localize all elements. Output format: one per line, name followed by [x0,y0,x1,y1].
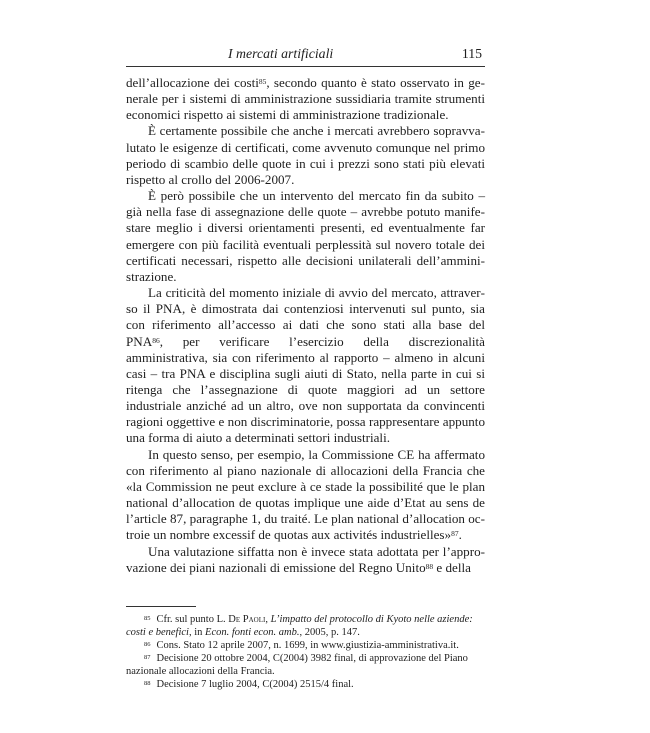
footnotes [126,613,485,691]
footnote-reference[interactable]: 88 [425,561,434,571]
page-number: 115 [461,46,482,61]
footnote-number: 87 [144,653,151,661]
footnote [126,652,485,678]
footnote-number: 88 [144,679,151,687]
paragraph-text: È però possibile che un intervento del mercato fin da subito – già nella fase di assegnazione delle quote – avrebbe potuto manifestare meglio i diversi orientamenti presenti, ed eventualmente far emergere con più facilità eventuali perplessità sul novero totale dei certificati necessari, rispetto alle decisioni unilaterali dell’amministrazione. [126,188,485,284]
paragraph [126,447,485,544]
paragraph-text: , per verificare l’esercizio della discrezionalità amministrativa, sia con riferimento al rapporto – almeno in alcuni casi – tra PNA e disciplina sugli aiuti di Stato, nella parte in cui si ritenga che l’assegnazione di quote maggiori ad un settore industriale anziché ad un altro, ove non supportata da convincenti ragioni oggettive e non discriminatorie, possa rappresentare appunto una forma di aiuto a determinati settori industriali. [126,333,485,446]
footnote-reference[interactable]: 85 [258,77,267,86]
main-text [126,75,485,576]
footnote [126,613,485,639]
running-title: I mercati artificiali [228,46,334,61]
footnote-author: De Paoli [228,613,266,625]
paragraph-text: In questo senso, per esempio, la Commissione CE ha affermato con riferimento al piano nazionale di allocazioni della Francia che «la Commission ne peut exclure à ce stade la possibilité que le plan national d’allocation de quotas implique une aide d’Etat au sens de l’article 87, paragraphe 1, du traité. Le plan national d’allocation octroie un nombre excessif de quotas aux activités industrielles» [126,446,485,543]
footnote [126,678,485,691]
paragraph-text: e della [433,559,471,575]
footnote-text: Cfr. sul punto L. [156,613,229,625]
footnote-separator [126,606,196,607]
footnote-reference[interactable]: 87 [451,529,459,539]
paragraph [126,123,485,188]
footnote [126,639,485,652]
footnote-text: Decisione 20 ottobre 2004, C(2004) 3982 final, di approvazione del Piano nazionale allocazioni della Francia. [126,652,468,677]
footnote-italic-title: L’impatto del protocollo di Kyoto nelle aziende: costi e benefici [126,613,473,638]
paragraph-text: dell’allocazione dei costi [126,75,259,90]
footnote-number: 85 [144,614,151,622]
running-header [126,46,485,67]
paragraph-text: La criticità del momento iniziale di avvio del mercato, attraverso il PNA, è dimostrata dai contenziosi intervenuti sul punto, sia con riferimento all’accesso ai dati che sono stati alla base del PNA [126,285,485,349]
footnote-number: 86 [144,640,151,648]
paragraph-text: È certamente possibile che anche i mercati avrebbero sopravvalutato le esigenze di certificati, come avvenuto comunque nel primo periodo di scambio delle quote in cui i prezzi sono stati più elevati rispetto al crollo del 2006-2007. [126,123,485,187]
footnote-text: , in [188,626,206,638]
footnote-reference[interactable]: 86 [152,335,160,345]
footnote-text: Cons. Stato 12 aprile 2007, n. 1699, in www.giustizia-amministrativa.it. [156,639,459,651]
footnote-italic-title: Econ. fonti econ. amb. [205,626,300,638]
paragraph-text: Una valutazione siffatta non è invece stata adottata per l’approvazione dei piani nazionali di emissione del Regno Unito [126,543,485,575]
paragraph [126,544,485,576]
paragraph [126,75,485,123]
footnote-text: Decisione 7 luglio 2004, C(2004) 2515/4 final. [156,678,354,690]
paragraph-text: . [458,527,462,543]
paragraph [126,188,485,285]
book-page [126,46,485,691]
paragraph-text: , secondo quanto è stato osservato in generale per i sistemi di amministrazione sussidiaria tramite strumenti economici rispetto ai sistemi di amministrazione tradizionale. [126,75,485,123]
footnote-text: , [265,613,271,625]
footnote-text: , 2005, p. 147. [299,626,360,638]
paragraph [126,285,485,447]
